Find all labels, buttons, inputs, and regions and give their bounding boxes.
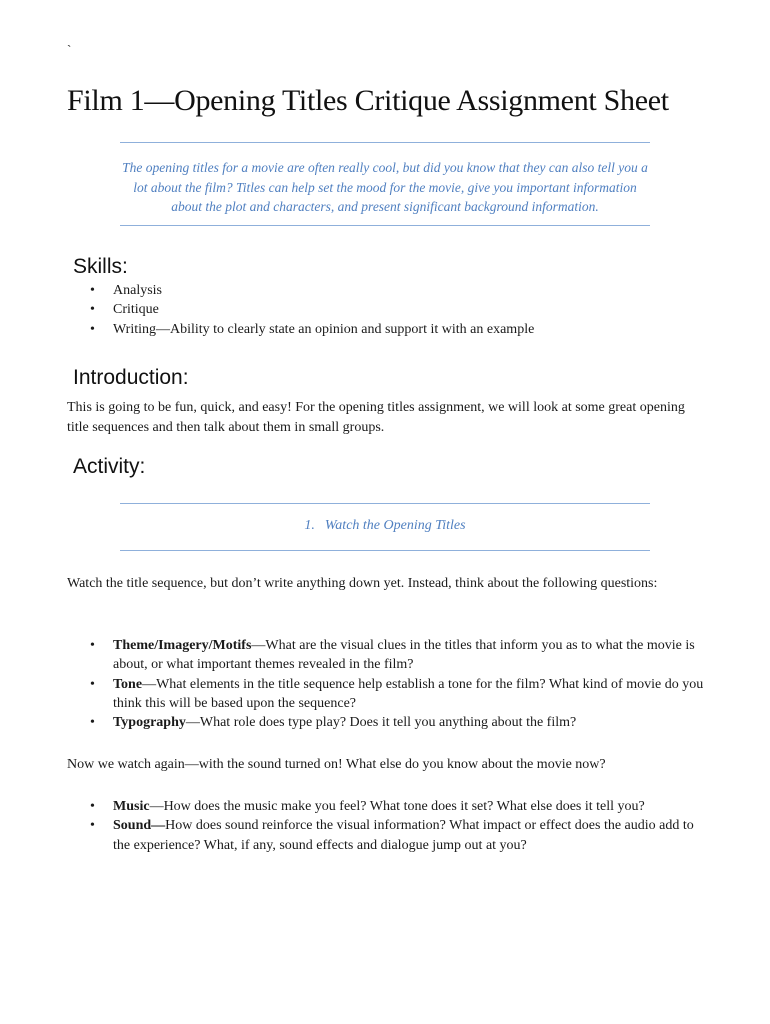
activity-heading: Activity: (73, 455, 146, 478)
question-term: Typography (113, 715, 186, 731)
list-item (67, 797, 707, 816)
list-item (67, 300, 687, 319)
list-item (67, 675, 707, 714)
activity-step-block (120, 503, 650, 551)
bullet-dot-icon: • (90, 638, 95, 653)
page-title: Film 1—Opening Titles Critique Assignment Sheet (67, 84, 669, 117)
skills-heading: Skills: (73, 255, 128, 278)
question-term: Tone (113, 676, 143, 692)
bullet-dot-icon: • (90, 676, 95, 692)
question-term: Theme/Imagery/Motifs (113, 638, 252, 653)
skill-label: Analysis (113, 283, 162, 298)
question-term: Sound— (113, 818, 166, 834)
sound-questions-list (67, 797, 707, 855)
question-text: —What elements in the title sequence help establish a tone for the film? What kind of movie do you think this will be based upon the sequence? (113, 676, 704, 711)
question-text: —What are the visual clues in the titles that inform you as to what the movie is about, or what important themes revealed in the film? (113, 638, 695, 673)
bullet-dot-icon: • (90, 818, 95, 834)
skill-label: Writing—Ability to clearly state an opinion and support it with an example (113, 321, 535, 337)
introduction-heading: Introduction: (73, 366, 189, 389)
step-number: 1. (304, 518, 315, 533)
question-term: Music (113, 799, 150, 814)
watch-instructions: Watch the title sequence, but don’t write anything down yet. Instead, think about the following questions: (67, 576, 658, 591)
list-item (67, 636, 707, 675)
list-item (67, 713, 707, 732)
list-item (67, 281, 687, 300)
bullet-dot-icon: • (90, 321, 95, 337)
question-text: How does sound reinforce the visual information? What impact or effect does the audio add to the experience? What, if any, sound effects and dialogue jump out at you? (113, 818, 694, 853)
visual-questions-list (67, 636, 707, 732)
stray-mark: ` (67, 42, 72, 57)
step-label: Watch the Opening Titles (324, 518, 466, 533)
bullet-dot-icon: • (90, 799, 95, 814)
activity-step-title (120, 518, 650, 534)
question-text: —What role does type play? Does it tell you anything about the film? (185, 715, 577, 731)
list-item (67, 320, 687, 339)
bullet-dot-icon: • (90, 302, 95, 318)
list-item (67, 816, 707, 855)
bullet-dot-icon: • (90, 283, 95, 298)
intro-quote-block (120, 142, 650, 226)
watch-again-instructions: Now we watch again—with the sound turned on! What else do you know about the movie now? (67, 757, 606, 772)
introduction-text: This is going to be fun, quick, and easy! For the opening titles assignment, we will look at some great opening title sequences and then talk about them in small groups. (67, 400, 685, 435)
question-text: —How does the music make you feel? What tone does it set? What else does it tell you? (149, 799, 645, 814)
intro-quote-text: The opening titles for a movie are often really cool, but did you know that they can also tell you a lot about the film? Titles can help set the mood for the movie, give you important information about the plot and characters, and present significant background information. (122, 160, 648, 214)
skill-label: Critique (113, 302, 159, 318)
bullet-dot-icon: • (90, 715, 95, 731)
skills-list (67, 281, 687, 339)
